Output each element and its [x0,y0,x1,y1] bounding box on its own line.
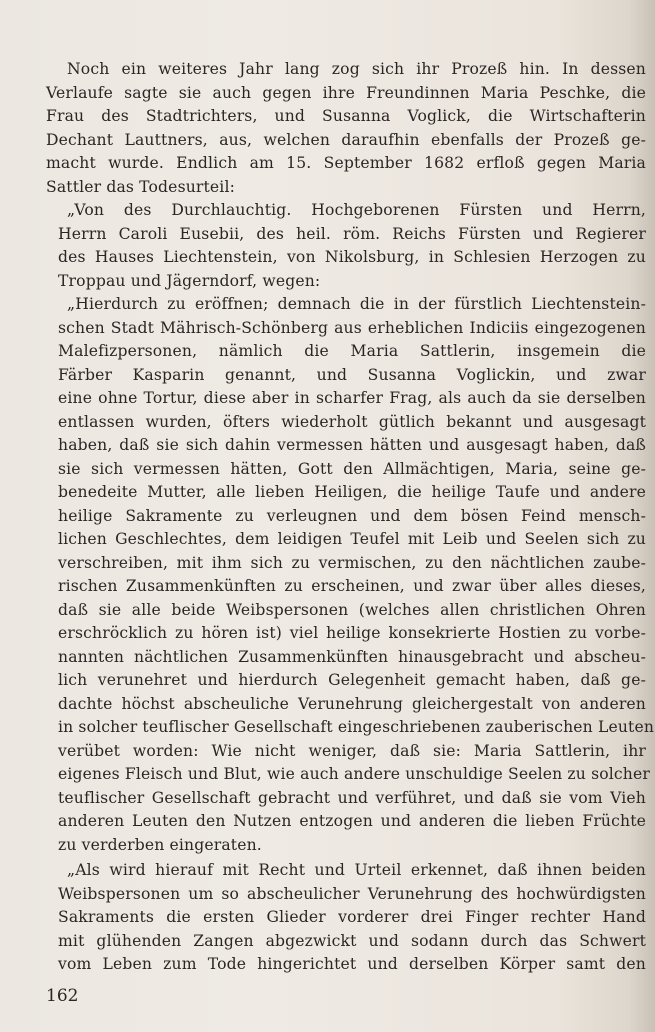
text-line: haben, daß sie sich dahin vermessen hätten und ausgesagt haben, daß [58,436,646,454]
text-line: „Von des Durchlauchtig. Hochgeborenen Fürsten und Herrn, [67,201,646,219]
text-line: rischen Zusammenkünften zu erscheinen, und zwar über alles dieses, [58,577,646,595]
text-line: Färber Kasparin genannt, und Susanna Voglickin, und zwar [58,365,646,384]
text-line: entlassen wurden, öfters wiederholt gütlich bekannt und ausgesagt [58,412,646,431]
page-number: 162 [46,986,79,1006]
text-line: vom Leben zum Tode hingerichtet und derselben Körper samt den [58,955,646,973]
text-line: Malefizpersonen, nämlich die Maria Sattlerin, insgemein die [58,342,646,360]
text-line: dachte höchst abscheuliche Verunehrung gleichergestalt von anderen [58,694,646,713]
text-line: zu verderben eingeraten. [58,835,262,854]
text-line: „Hierdurch zu eröffnen; demnach die in der fürstlich Liechtenstein- [67,295,646,313]
text-line: macht wurde. Endlich am 15. September 1682 erfloß gegen Maria [46,154,646,172]
text-line: Herrn Caroli Eusebii, des heil. röm. Reichs Fürsten und Regierer [58,224,646,243]
text-line: mit glühenden Zangen abgezwickt und sodann durch das Schwert [58,931,646,950]
text-line: benedeite Mutter, alle lieben Heiligen, die heilige Taufe und andere [58,483,646,501]
text-line: erschröcklich zu hören ist) viel heilige konsekrierte Hostien zu vorbe- [58,624,646,642]
text-line: in solcher teuflischer Gesellschaft eingeschriebenen zauberischen Leuten [58,718,655,736]
text-line: daß sie alle beide Weibspersonen (welches allen christlichen Ohren [58,600,646,619]
text-line: Noch ein weiteres Jahr lang zog sich ihr Prozeß hin. In dessen [67,60,646,78]
text-line: Troppau und Jägerndorf, wegen: [58,271,321,290]
text-line: Sakraments die ersten Glieder vorderer drei Finger rechter Hand [58,908,646,926]
text-line: teuflischer Gesellschaft gebracht und verführet, und daß sie vom Vieh [58,788,646,807]
text-line: eine ohne Tortur, diese aber in scharfer Frag, als auch da sie derselben [58,389,646,407]
text-line: verschreiben, mit ihm sich zu vermischen, zu den nächtlichen zaube- [58,553,646,572]
text-line: sie sich vermessen hätten, Gott den Allmächtigen, Maria, seine ge- [58,459,646,478]
text-line: „Als wird hierauf mit Recht und Urteil erkennet, daß ihnen beiden [67,861,646,879]
text-line: verübet worden: Wie nicht weniger, daß sie: Maria Sattlerin, ihr [58,741,646,760]
text-line: heilige Sakramente zu verleugnen und dem bösen Feind mensch- [58,506,646,525]
text-line: anderen Leuten den Nutzen entzogen und anderen die lieben Früchte [58,812,646,830]
text-line: nannten nächtlichen Zusammenkünften hinausgebracht und abscheu- [58,647,646,666]
text-line: schen Stadt Mährisch-Schönberg aus erheblichen Indiciis eingezogenen [58,318,646,337]
text-line: Frau des Stadtrichters, und Susanna Voglick, die Wirtschafterin [46,107,646,125]
body-text [46,58,655,977]
text-line: des Hauses Liechtenstein, von Nikolsburg, in Schlesien Herzogen zu [58,248,646,266]
text-line: Verlaufe sagte sie auch gegen ihre Freundinnen Maria Peschke, die [46,83,646,102]
text-line: eigenes Fleisch und Blut, wie auch andere unschuldige Seelen zu solcher [58,765,650,783]
text-line: Dechant Lauttners, aus, welchen daraufhin ebenfalls der Prozeß ge- [46,130,646,149]
text-line: lichen Geschlechtes, dem leidigen Teufel mit Leib und Seelen sich zu [58,530,646,548]
text-line: Sattler das Todesurteil: [46,177,235,196]
text-line: lich verunehret und hierdurch Gelegenheit gemacht haben, daß ge- [58,671,646,689]
text-line: Weibspersonen um so abscheulicher Verunehrung des hochwürdigsten [58,884,646,903]
